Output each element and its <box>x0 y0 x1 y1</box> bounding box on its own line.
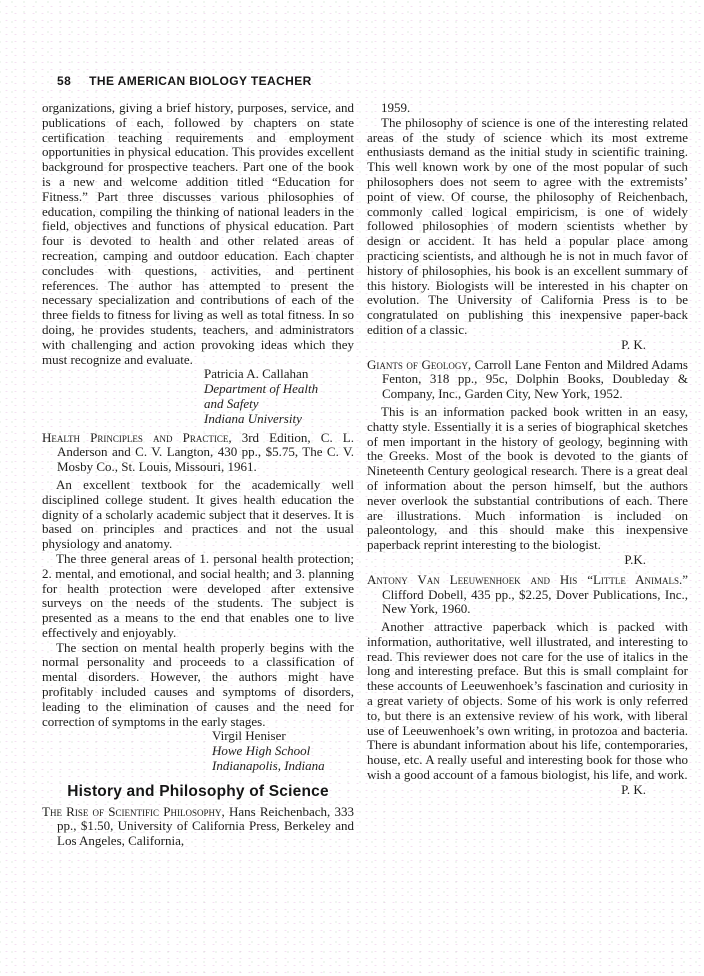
reviewer-name: Patricia A. Callahan <box>204 366 309 382</box>
reviewer-signature <box>204 367 354 426</box>
book-title: Health Principles and Practice <box>42 429 229 445</box>
two-column-body <box>42 101 688 852</box>
book-title: Antony Van Leeuwenhoek and His “Little Animals.” <box>367 571 688 587</box>
left-column <box>42 101 354 852</box>
review-paragraph: The section on mental health properly begins with the normal personality and proceeds to a classification of mental disorders. However, the authors might have profitably included causes and symptoms of disorders, leading to the elimination of causes and the need for correction of symptoms in the early stages. <box>42 639 354 729</box>
review-paragraph: organizations, giving a brief history, purposes, service, and publications of each, followed by chapters on state certification teaching requirements and employment opportunities in physical education. This provides excellent background for prospective teachers. Part one of the book is a new and welcome addition titled “Education for Fitness.” Part three discusses various philosophies of education, compiling the thinking of national leaders in the field, objectives and functions of physical education. Part four is devoted to health and other related areas of recreation, camping and outdoor education. Each chapter concludes with questions, activities, and pertinent references. The author has attempted to present the necessary specialization and contributions of each of the three fields to fitness for living as well as total fitness. In so doing, he provides students, teachers, and administrators with challenging and action provoking ideas which they must recognize and evaluate. <box>42 100 354 367</box>
reviewer-initials: P. K. <box>621 781 646 797</box>
reviewer-initials: P. K. <box>621 336 646 352</box>
review-paragraph: The three general areas of 1. personal health protection; 2. mental, and emotional, and social health; and 3. planning for health protection were developed after extensive surveys on the needs of the students. The subject is presented as a means to the end that enables one to live effectively and enjoyably. <box>42 550 354 640</box>
citation-details: Clifford Dobell, 435 pp., $2.25, Dover Publications, Inc., New York, 1960. <box>382 586 688 617</box>
right-column <box>367 101 688 852</box>
section-heading: History and Philosophy of Science <box>67 782 329 800</box>
journal-title: THE AMERICAN BIOLOGY TEACHER <box>89 74 312 88</box>
review-paragraph: Another attractive paperback which is packed with information, authoritative, well illustrated, and interesting to read. This reviewer does not care for the use of italics in the long and interesting preface. But this is small complaint for these accounts of Leeuwenhoek’s fascination and curiosity in a great variety of objects. Some of his work is only referred to, but there is an extensive review of his work, with liberal use of Leeuwenhoek’s own writing, in protozoa and bacteria. There is abundant information about his life, contemporaries, house, etc. A really useful and interesting book for those who wish a good account of a famous biologist, his life, and work. <box>367 619 688 783</box>
reviewer-affiliation-line: Indiana University <box>204 410 302 426</box>
reviewer-affiliation-line: Howe High School <box>212 743 311 759</box>
citation-continuation: 1959. <box>381 100 411 115</box>
citation-details: , Carroll Lane Fenton and Mildred Adams Fenton, 318 pp., 95c, Dolphin Books, Doubleday & Company, Inc., Garden City, New York, 1952. <box>382 356 688 402</box>
reviewer-name: Virgil Heniser <box>212 728 286 744</box>
citation-details: , 3rd Edition, C. L. Anderson and C. V. Langton, 430 pp., $5.75, The C. V. Mosby Co., St. Louis, Missouri, 1961. <box>57 429 354 475</box>
page-header <box>57 74 688 88</box>
book-title: Giants of Geology <box>367 356 468 372</box>
book-citation <box>367 358 688 402</box>
page-number: 58 <box>57 74 72 88</box>
book-citation <box>42 431 354 475</box>
book-citation <box>367 573 688 617</box>
reviewer-affiliation-line: Department of Health <box>204 381 319 397</box>
review-paragraph: This is an information packed book written in an easy, chatty style. Essentially it is a series of biographical sketches of men important in the history of geology, beginning with the Greeks. Most of the book is devoted to the giants of Nineteenth Century geological research. There is a great deal of information about the person himself, but the authors never overlook the substantial contributions of each. There are illustrations. Much information is included on paleontology, and this should make this inexpensive paperback reprint interesting to the biologist. <box>367 403 688 553</box>
book-title: The Rise of Scientific Philosophy <box>42 803 222 819</box>
reviewer-affiliation-line: and Safety <box>204 395 259 411</box>
review-paragraph: An excellent textbook for the academically well disciplined college student. It gives health education the dignity of a scholarly academic subject that it deserves. It is based on principles and practices and not the usual physiology and anatomy. <box>42 476 354 552</box>
reviewer-initials: P.K. <box>624 551 646 567</box>
book-citation <box>42 805 354 849</box>
citation-details: , Hans Reichenbach, 333 pp., $1.50, University of California Press, Berkeley and Los Angeles, California, <box>57 803 354 849</box>
review-paragraph: The philosophy of science is one of the interesting related areas of the study of science which its most extreme enthusiasts demand as the initial study in scientific training. This well known work by one of the most popular of such philosophers does not seem to agree with the extremists’ point of view. Of course, the philosophy of Reichenbach, commonly called logical empiricism, is one of widely followed philosophies of modern scientists whether by design or accident. It has held a popular place among practicing scientists, and although he is not in much favor of history of philosophies, his book is an excellent summary of this history. Biologists will be interested in his chapter on evolution. The University of California Press is to be congratulated on publishing this inexpensive paper-back edition of a classic. <box>367 114 688 337</box>
reviewer-affiliation-line: Indianapolis, Indiana <box>212 758 325 774</box>
reviewer-signature <box>212 729 354 773</box>
